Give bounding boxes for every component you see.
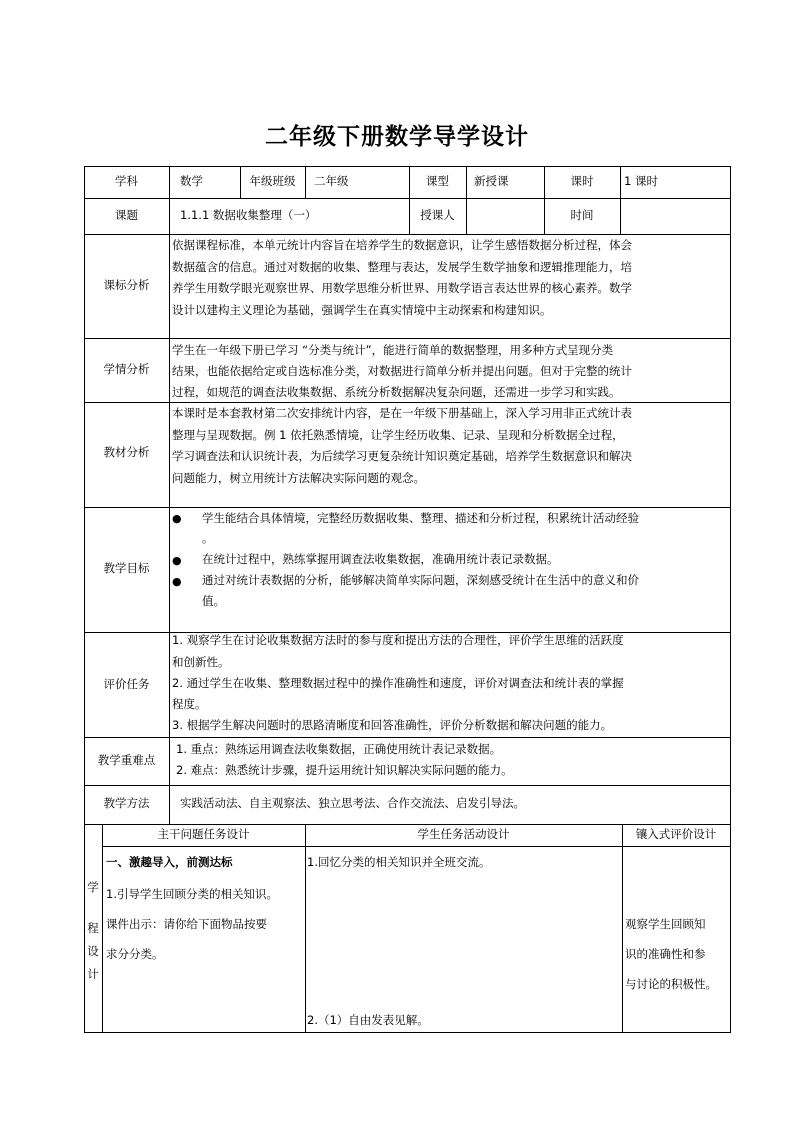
teacher-label: 授课人 <box>420 208 455 222</box>
period-label: 课时 <box>570 174 594 188</box>
topic-label: 课题 <box>115 208 138 222</box>
evaluation-design-line: 识的准确性和参 <box>625 947 706 961</box>
goal-line: 在统计过程中，熟练掌握用调查法收集数据，准确用统计表记录数据。 <box>202 552 559 566</box>
col-line <box>305 824 306 1032</box>
lesson-table <box>84 166 731 1032</box>
col-line <box>620 166 621 234</box>
curriculum-line: 设计以建构主义理论为基础，强调学生在真实情境中主动探索和构建知识。 <box>172 302 552 317</box>
document-title: 二年级下册数学导学设计 <box>265 124 529 150</box>
curriculum-line: 依据课程标准，本单元统计内容旨在培养学生的数据意识，让学生感悟数据分析过程，体会 <box>172 238 632 252</box>
goal-line: 值。 <box>202 594 225 608</box>
col-line <box>305 166 306 198</box>
bullet-icon: ● <box>172 512 182 525</box>
bullet-icon: ● <box>172 554 182 567</box>
student-line: 学生在一年级下册已学习 “分类与统计”，能进行简单的数据整理，用多种方式呈现分类 <box>172 343 614 357</box>
methods-text: 实践活动法、自主观察法、独立思考法、合作交流法、启发引导法。 <box>180 796 525 810</box>
key-point-line: 2. 难点：熟悉统计步骤，提升运用统计知识解决实际问题的能力。 <box>176 763 513 777</box>
row-line <box>84 1032 731 1033</box>
curriculum-label: 课标分析 <box>103 278 150 292</box>
goals-label: 教学目标 <box>103 561 150 575</box>
row-line <box>102 846 731 847</box>
evaluation-design-line: 与讨论的积极性。 <box>625 977 717 991</box>
period-value: 1 课时 <box>624 174 658 188</box>
evaluation-line: 程度。 <box>172 697 207 711</box>
row-line <box>84 198 731 199</box>
process-side-label: 程 <box>87 921 99 935</box>
process-side-label: 计 <box>87 967 99 981</box>
student-line: 结果，也能依据给定或自选标准分类，对数据进行简单分析并提出问题。但对于完整的统计 <box>172 364 632 378</box>
student-line: 过程，如规范的调查法收集数据、系统分析数据解决复杂问题，还需进一步学习和实践。 <box>172 384 621 399</box>
class-value: 二年级 <box>314 174 349 188</box>
curriculum-line: 数据蕴含的信息。通过对数据的收集、整理与表达，发展学生数学抽象和逻辑推理能力，培 <box>172 259 632 274</box>
textbook-line: 整理与呈现数据。例 1 依托熟悉情境，让学生经历收集、记录、呈现和分析数据全过程， <box>172 427 624 442</box>
type-value: 新授课 <box>474 174 509 188</box>
row-line <box>84 166 731 167</box>
evaluation-design-line: 观察学生回顾知 <box>625 917 706 931</box>
key-point-line: 1. 重点：熟练运用调查法收集数据，正确使用统计表记录数据。 <box>176 742 502 756</box>
goal-line: 学生能结合具体情境，完整经历数据收集、整理、描述和分析过程，积累统计活动经验 <box>202 511 639 525</box>
goal-line: 通过对统计表数据的分析，能够解决简单实际问题，深刻感受统计在生活中的意义和价 <box>202 573 639 587</box>
col-line <box>169 166 170 824</box>
class-label: 年级班级 <box>249 174 296 188</box>
topic-value: 1.1.1 数据收集整理（一） <box>180 208 317 222</box>
curriculum-line: 养学生用数学眼光观察世界、用数学思维分析世界、用数学语言表达世界的核心素养。数学 <box>172 281 632 295</box>
evaluation-label: 评价任务 <box>103 677 150 691</box>
evaluation-line: 和创新性。 <box>172 655 230 669</box>
task-line: 课件出示：请你给下面物品按要 <box>106 917 267 931</box>
col-line <box>466 166 467 234</box>
student-label: 学情分析 <box>103 362 150 376</box>
type-label: 课型 <box>426 174 449 188</box>
col-line <box>730 166 731 1032</box>
evaluation-line: 3. 根据学生解决问题时的思路清晰度和回答准确性，评价分析数据和解决问题的能力。 <box>172 718 613 732</box>
methods-label: 教学方法 <box>103 796 150 810</box>
goal-line: 。 <box>202 531 214 545</box>
column-header-task: 主干问题任务设计 <box>157 827 250 841</box>
process-side-label: 设 <box>87 944 99 958</box>
task-heading: 一、激趣导入，前测达标 <box>106 855 233 869</box>
col-line <box>622 824 623 1032</box>
column-header-activity: 学生任务活动设计 <box>417 827 510 841</box>
task-line: 1.引导学生回顾分类的相关知识。 <box>106 887 278 901</box>
subject-value: 数学 <box>180 174 203 188</box>
task-line: 求分分类。 <box>106 947 164 961</box>
column-header-evaluation: 镶入式评价设计 <box>635 827 717 841</box>
subject-label: 学科 <box>115 174 138 188</box>
time-label: 时间 <box>570 208 594 222</box>
evaluation-line: 2. 通过学生在收集、整理数据过程中的操作准确性和速度，评价对调查法和统计表的掌握 <box>172 676 624 690</box>
row-line <box>84 737 731 738</box>
activity-line: 1.回忆分类的相关知识并全班交流。 <box>307 855 491 869</box>
bullet-icon: ● <box>172 575 182 588</box>
key-points-label: 教学重难点 <box>97 753 156 767</box>
textbook-line: 问题能力，树立用统计方法解决实际问题的观念。 <box>172 470 425 485</box>
evaluation-line: 1. 观察学生在讨论收集数据方法时的参与度和提出方法的合理性，评价学生思维的活跃度 <box>172 633 624 647</box>
textbook-label: 教材分析 <box>103 445 150 459</box>
row-line <box>84 338 731 339</box>
textbook-line: 本课时是本套教材第二次安排统计内容，是在一年级下册基础上，深入学习用非正式统计表 <box>172 406 632 420</box>
textbook-line: 学习调查法和认识统计表，为后续学习更复杂统计知识奠定基础，培养学生数据意识和解决 <box>172 449 632 463</box>
col-line <box>102 824 103 1032</box>
process-side-label: 学 <box>87 880 99 894</box>
activity-line: 2.（1）自由发表见解。 <box>307 1013 429 1027</box>
row-line <box>84 785 731 786</box>
